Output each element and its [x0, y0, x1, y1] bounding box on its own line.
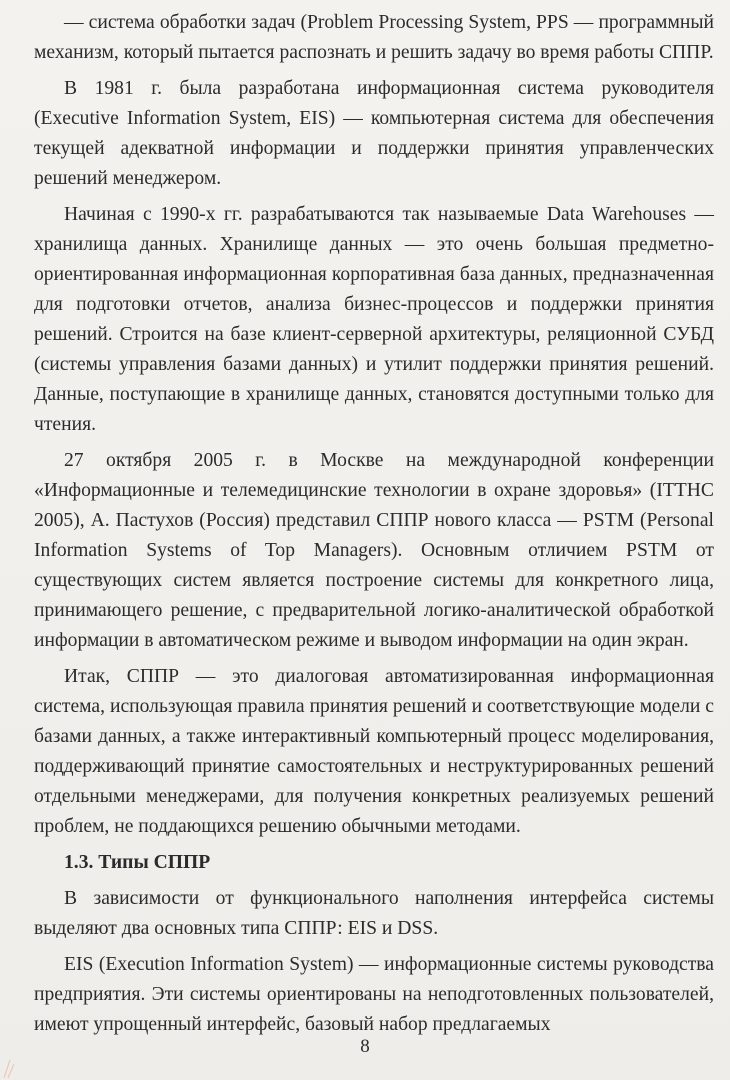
paragraph-sppr-types: В зависимости от функционального наполнения интерфейса системы выделяют два основных типа СППР: EIS и DSS.: [34, 888, 714, 939]
scan-mark-icon: [2, 1058, 16, 1078]
paragraph-sppr-definition: Итак, СППР — это диалоговая автоматизированная информационная система, использующая правила принятия решений и соответствующие модели с базами данных, а также интерактивный компьютерный процесс моделирования, поддерживающий принятие самостоятельных и неструктурированных решений отдельными менеджерами, для получения конкретных реализуемых решений проблем, не поддающихся решению обычными методами.: [34, 666, 714, 837]
body-text: [34, 8, 714, 1040]
paragraph-pps: — система обработки задач (Problem Processing System, PPS — программный механизм, который пытается распознать и решить задачу во время работы СППР.: [34, 12, 714, 63]
paragraph-eis-history: В 1981 г. была разработана информационная система руководителя (Executive Information System, EIS) — компьютерная система для обеспечения текущей адекватной информации и поддержки принятия управленческих решений менеджером.: [34, 78, 714, 189]
paragraph-data-warehouses: Начиная с 1990-х гг. разрабатываются так называемые Data Warehouses — хранилища данных. Хранилище данных — это очень большая предметно- ориентированная информационная корпоративная база данных, предназначенная для подготовки отчетов, анализа бизнес-процессов и поддержки принятия решений. Строится на базе клиент-серверной архитектуры, реляционной СУБД (системы управления базами данных) и утилит поддержки принятия решений. Данные, поступающие в хранилище данных, становятся доступными только для чтения.: [34, 204, 714, 435]
section-heading: 1.3. Типы СППР: [64, 852, 211, 873]
paragraph-pstm: 27 октября 2005 г. в Москве на международной конференции «Информационные и телемедицинские технологии в охране здоровья» (ITTHC 2005), А. Пастухов (Россия) представил СППР нового класса — PSTM (Personal Information Systems of Top Managers). Основным отличием PSTM от существующих систем является построение системы для конкретного лица, принимающего решение, с предварительной логико-аналитической обработкой информации в автоматическом режиме и выводом информации на один экран.: [34, 450, 714, 651]
page-number: 8: [360, 1036, 370, 1057]
paragraph-eis-definition: EIS (Execution Information System) — информационные системы руководства предприятия. Эти системы ориентированы на неподготовленных пользователей, имеют упрощенный интерфейс, базовый набор предлагаемых: [34, 954, 714, 1035]
